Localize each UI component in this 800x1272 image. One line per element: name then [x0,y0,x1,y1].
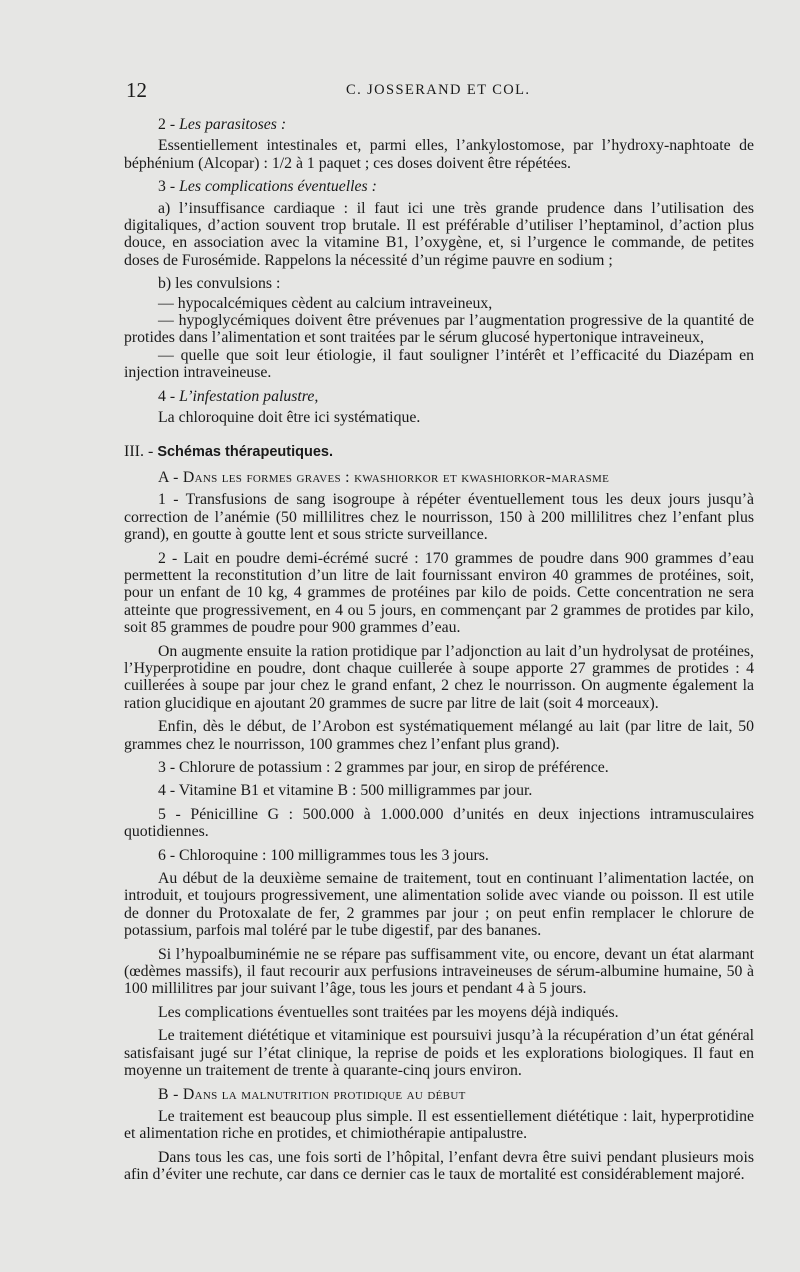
paragraph: 3 - Chlorure de potassium : 2 grammes par jour, en sirop de préférence. [158,759,609,776]
subsection-heading: 3 - Les complications éventuelles : [158,178,377,196]
paragraph: On augmente ensuite la ration protidique par l’adjonction au lait d’un hydrolysat de protéines, l’Hyperprotidine en poudre, dont chaque cuillerée à soupe apporte 27 grammes de protides : 4 cuillerées à soupe par jour chez le grand enfant, 2 chez le nourrisson. On augmente également la ration glucidique en ajoutant 20 grammes de sucre par litre de lait (soit 4 morceaux). [124,642,754,712]
dash-item: — hypocalcémiques cèdent au calcium intraveineux, [158,294,493,312]
paragraph: 5 - Pénicilline G : 500.000 à 1.000.000 d’unités en deux injections intramusculaires quotidiennes. [124,805,754,841]
paragraph: 4 - Vitamine B1 et vitamine B : 500 milligrammes par jour. [158,782,533,800]
paragraph: Essentiellement intestinales et, parmi elles, l’ankylostomose, par l’hydroxy-naphtoate de béphénium (Alcopar) : 1/2 à 1 paquet ; ces doses doivent être répétées. [124,137,754,172]
section-heading: III. - Schémas thérapeutiques. [124,442,333,460]
running-head: C. JOSSERAND ET COL. [346,82,531,98]
paragraph: a) l’insuffisance cardiaque : il faut ici une très grande prudence dans l’utilisation des digitaliques, d’action souvent trop brutale. Il est préférable d’utiliser l’heptaminol, d’action plus douce, en association avec la vitamine B1, l’oxygène, et, si l’urgence le commande, de petites doses de Furosémide. Rappelons la nécessité d’un régime pauvre en sodium ; [124,199,754,269]
paragraph: b) les convulsions : [158,275,281,293]
paragraph: Les complications éventuelles sont traitées par les moyens déjà indiqués. [158,1003,619,1021]
paragraph: Si l’hypoalbuminémie ne se répare pas suffisamment vite, ou encore, devant un état alarmant (œdèmes massifs), il faut recourir aux perfusions intraveineuses de sérum-albumine humaine, 50 à 100 millilitres par jour suivant l’âge, tous les jours et pendant 4 à 5 jours. [124,945,754,998]
paragraph: Le traitement est beaucoup plus simple. Il est essentiellement diététique : lait, hyperprotidine et alimentation riche en protides, et chimiothérapie antipalustre. [124,1107,754,1143]
part-heading: A - Dans les formes graves : kwashiorkor et kwashiorkor-marasme [158,468,610,486]
paragraph: Enfin, dès le début, de l’Arobon est systématiquement mélangé au lait (par litre de lait, 50 grammes chez le nourrisson, 100 grammes chez l’enfant plus grand). [124,718,754,753]
page-number: 12 [126,78,147,102]
dash-item: — hypoglycémiques doivent être prévenues par l’augmentation progressive de la quantité de protides dans l’alimentation et sont traitées par le sérum glucosé hypertonique intraveineux, [124,312,754,347]
paragraph: La chloroquine doit être ici systématique. [158,409,421,427]
subsection-heading: 2 - Les parasitoses : [158,116,287,133]
part-heading: B - Dans la malnutrition protidique au début [158,1085,466,1103]
page-body [124,116,754,1190]
paragraph: 1 - Transfusions de sang isogroupe à répéter éventuellement tous les deux jours jusqu’à correction de l’anémie (50 millilitres chez le nourrisson, 150 à 200 millilitres chez l’enfant plus grand), en goutte à goutte lent et sous stricte surveillance. [124,491,754,544]
dash-item: — quelle que soit leur étiologie, il faut souligner l’intérêt et l’efficacité du Diazépam en injection intraveineuse. [124,346,754,382]
paragraph: Le traitement diététique et vitaminique est poursuivi jusqu’à la récupération d’un état général satisfaisant jugé sur l’état clinique, la reprise de poids et les explorations biologiques. Il faut en moyenne un traitement de trente à quarante-cinq jours environ. [124,1027,754,1080]
paragraph: Au début de la deuxième semaine de traitement, tout en continuant l’alimentation lactée, on introduit, et toujours progressivement, une alimentation solide avec viande ou poisson. Il est utile de donner du Protoxalate de fer, 2 grammes par jour ; on peut enfin remplacer le chlorure de potassium, parfois mal toléré par le tube digestif, par des bananes. [124,870,754,940]
subsection-heading: 4 - L’infestation palustre, [158,387,319,405]
paragraph: 2 - Lait en poudre demi-écrémé sucré : 170 grammes de poudre dans 900 grammes d’eau permettent la reconstitution d’un litre de lait fournissant environ 40 grammes de protéines, soit, pour un enfant de 10 kg, 4 grammes de protéines par kilo de poids. Cette concentration ne sera atteinte que progressivement, en 4 ou 5 jours, en commençant par 2 grammes de protides par kilo, soit 85 grammes de poudre pour 900 grammes d’eau. [124,549,754,637]
paragraph: Dans tous les cas, une fois sorti de l’hôpital, l’enfant devra être suivi pendant plusieurs mois afin d’éviter une rechute, car dans ce dernier cas le taux de mortalité est considérablement majoré. [124,1148,754,1184]
page-header [126,78,754,104]
paragraph: 6 - Chloroquine : 100 milligrammes tous les 3 jours. [158,846,489,864]
